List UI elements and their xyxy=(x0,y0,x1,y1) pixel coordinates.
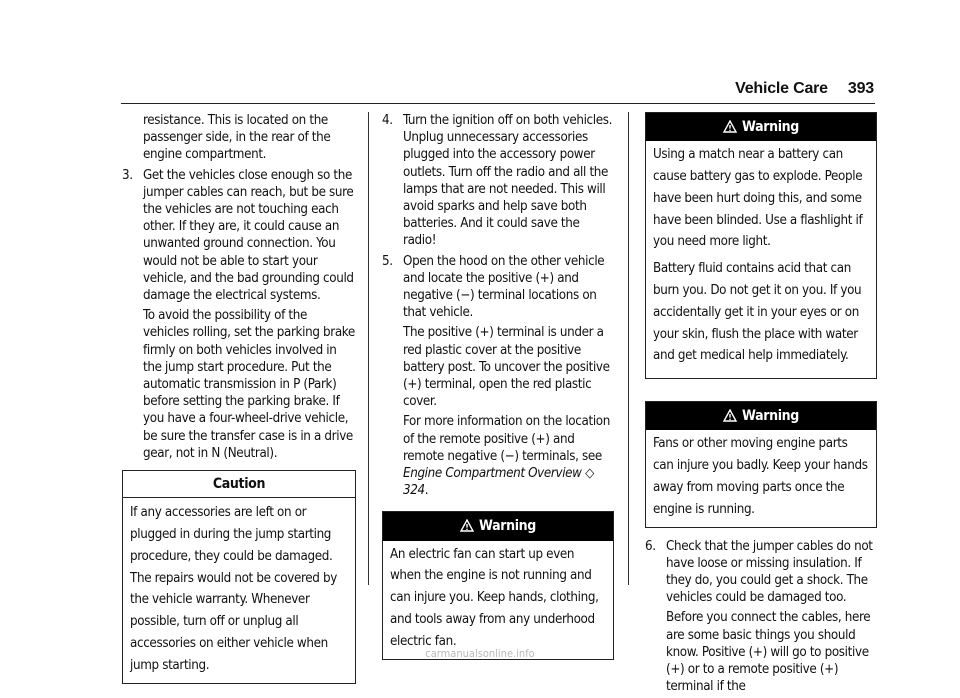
warning-triangle-icon xyxy=(723,409,737,422)
continued-paragraph: resistance. This is located on the passenger side, in the rear of the engine compartment. xyxy=(143,113,331,163)
step-4 xyxy=(382,112,614,250)
warning-paragraph: Battery fluid contains acid that can burn you. Do not get it on you. If you accidentally get it in your eyes or on your skin, flush the place with water and get medical help immediately. xyxy=(653,261,862,364)
column-3 xyxy=(645,112,877,698)
warning-triangle-icon xyxy=(460,519,474,532)
warning-box xyxy=(645,112,877,379)
step-number: 6. xyxy=(645,538,656,554)
warning-triangle-icon xyxy=(723,120,737,133)
column-1 xyxy=(122,112,356,684)
header-rule xyxy=(121,103,875,104)
watermark: carmanualsonline.info xyxy=(425,647,535,660)
step-3 xyxy=(122,167,356,305)
step-6-note: Before you connect the cables, here are some basic things you should know. Positive (+) will go to positive (+) or to a remote positive (+) terminal if the xyxy=(666,610,871,695)
step-number: 5. xyxy=(382,253,393,269)
reference-end: . xyxy=(424,483,429,499)
step-text: Get the vehicles close enough so the jumper cables can reach, but be sure the vehicles are not touching each other. If they are, it could cause an unwanted ground connection. You would not be able to start your vehicle, and the bad grounding could damage the electrical systems. xyxy=(143,167,354,304)
step-6 xyxy=(645,538,877,607)
reference-page: 324 xyxy=(403,483,425,499)
page-header xyxy=(735,80,874,98)
warning-title: Warning xyxy=(742,119,799,135)
column-2 xyxy=(382,112,614,668)
warning-header xyxy=(646,113,876,141)
page-number: 393 xyxy=(847,80,874,97)
warning-box xyxy=(382,511,614,659)
warning-paragraph: Using a match near a battery can cause battery gas to explode. People have been hurt doing this, and some have been blinded. Use a flashlight if you need more light. xyxy=(653,147,863,250)
step-text: Turn the ignition off on both vehicles. Unplug unnecessary accessories plugged into the accessory power outlets. Turn off the radio and all the lamps that are not needed. This will avoid sparks and help save both batteries. And it could save the radio! xyxy=(403,113,613,249)
caution-title: Caution xyxy=(123,471,355,498)
column-divider xyxy=(368,112,369,585)
step-3-note: To avoid the possibility of the vehicles rolling, set the parking brake firmly on both vehicles involved in the jump start procedure. Put the automatic transmission in P (Park) before setting the parking brake. If you have a four-wheel-drive vehicle, be sure the transfer case is in a drive gear, not in N (Neutral). xyxy=(143,308,355,461)
warning-text: Fans or other moving engine parts can injure you badly. Keep your hands away from moving parts once the engine is running. xyxy=(653,436,868,517)
step-5 xyxy=(382,253,614,322)
caution-text: If any accessories are left on or plugged in during the jump starting procedure, they could be damaged. The repairs would not be covered by the vehicle warranty. Whenever possible, turn off or unplug all accessories on either vehicle when jump starting. xyxy=(130,505,337,673)
warning-title: Warning xyxy=(479,518,536,535)
cross-reference-link[interactable]: Engine Compartment Overview xyxy=(403,466,582,482)
step-text: Open the hood on the other vehicle and locate the positive (+) and negative (−) terminal locations on that vehicle. xyxy=(403,253,605,321)
page-arrow-icon: ◇ xyxy=(585,466,594,482)
step-text: Check that the jumper cables do not have loose or missing insulation. If they do, you could get a shock. The vehicles could be damaged too. xyxy=(666,538,873,606)
column-divider xyxy=(628,112,629,585)
step-number: 4. xyxy=(382,113,393,128)
warning-title: Warning xyxy=(742,408,799,425)
section-title: Vehicle Care xyxy=(735,80,828,97)
warning-box xyxy=(645,401,877,527)
step-5-note: The positive (+) terminal is under a red plastic cover at the positive battery post. To uncover the positive (+) terminal, open the red plastic cover. xyxy=(403,325,610,410)
step-5-reference xyxy=(382,413,614,499)
reference-intro: For more information on the location of the remote positive (+) and remote negative (−) terminals, see xyxy=(403,414,610,464)
warning-header xyxy=(646,402,876,430)
warning-header xyxy=(383,512,613,540)
warning-text: An electric fan can start up even when the engine is not running and can injure you. Keep hands, clothing, and tools away from any underhood electric fan. xyxy=(390,546,599,649)
step-number: 3. xyxy=(122,167,133,183)
warning-text xyxy=(646,141,876,378)
